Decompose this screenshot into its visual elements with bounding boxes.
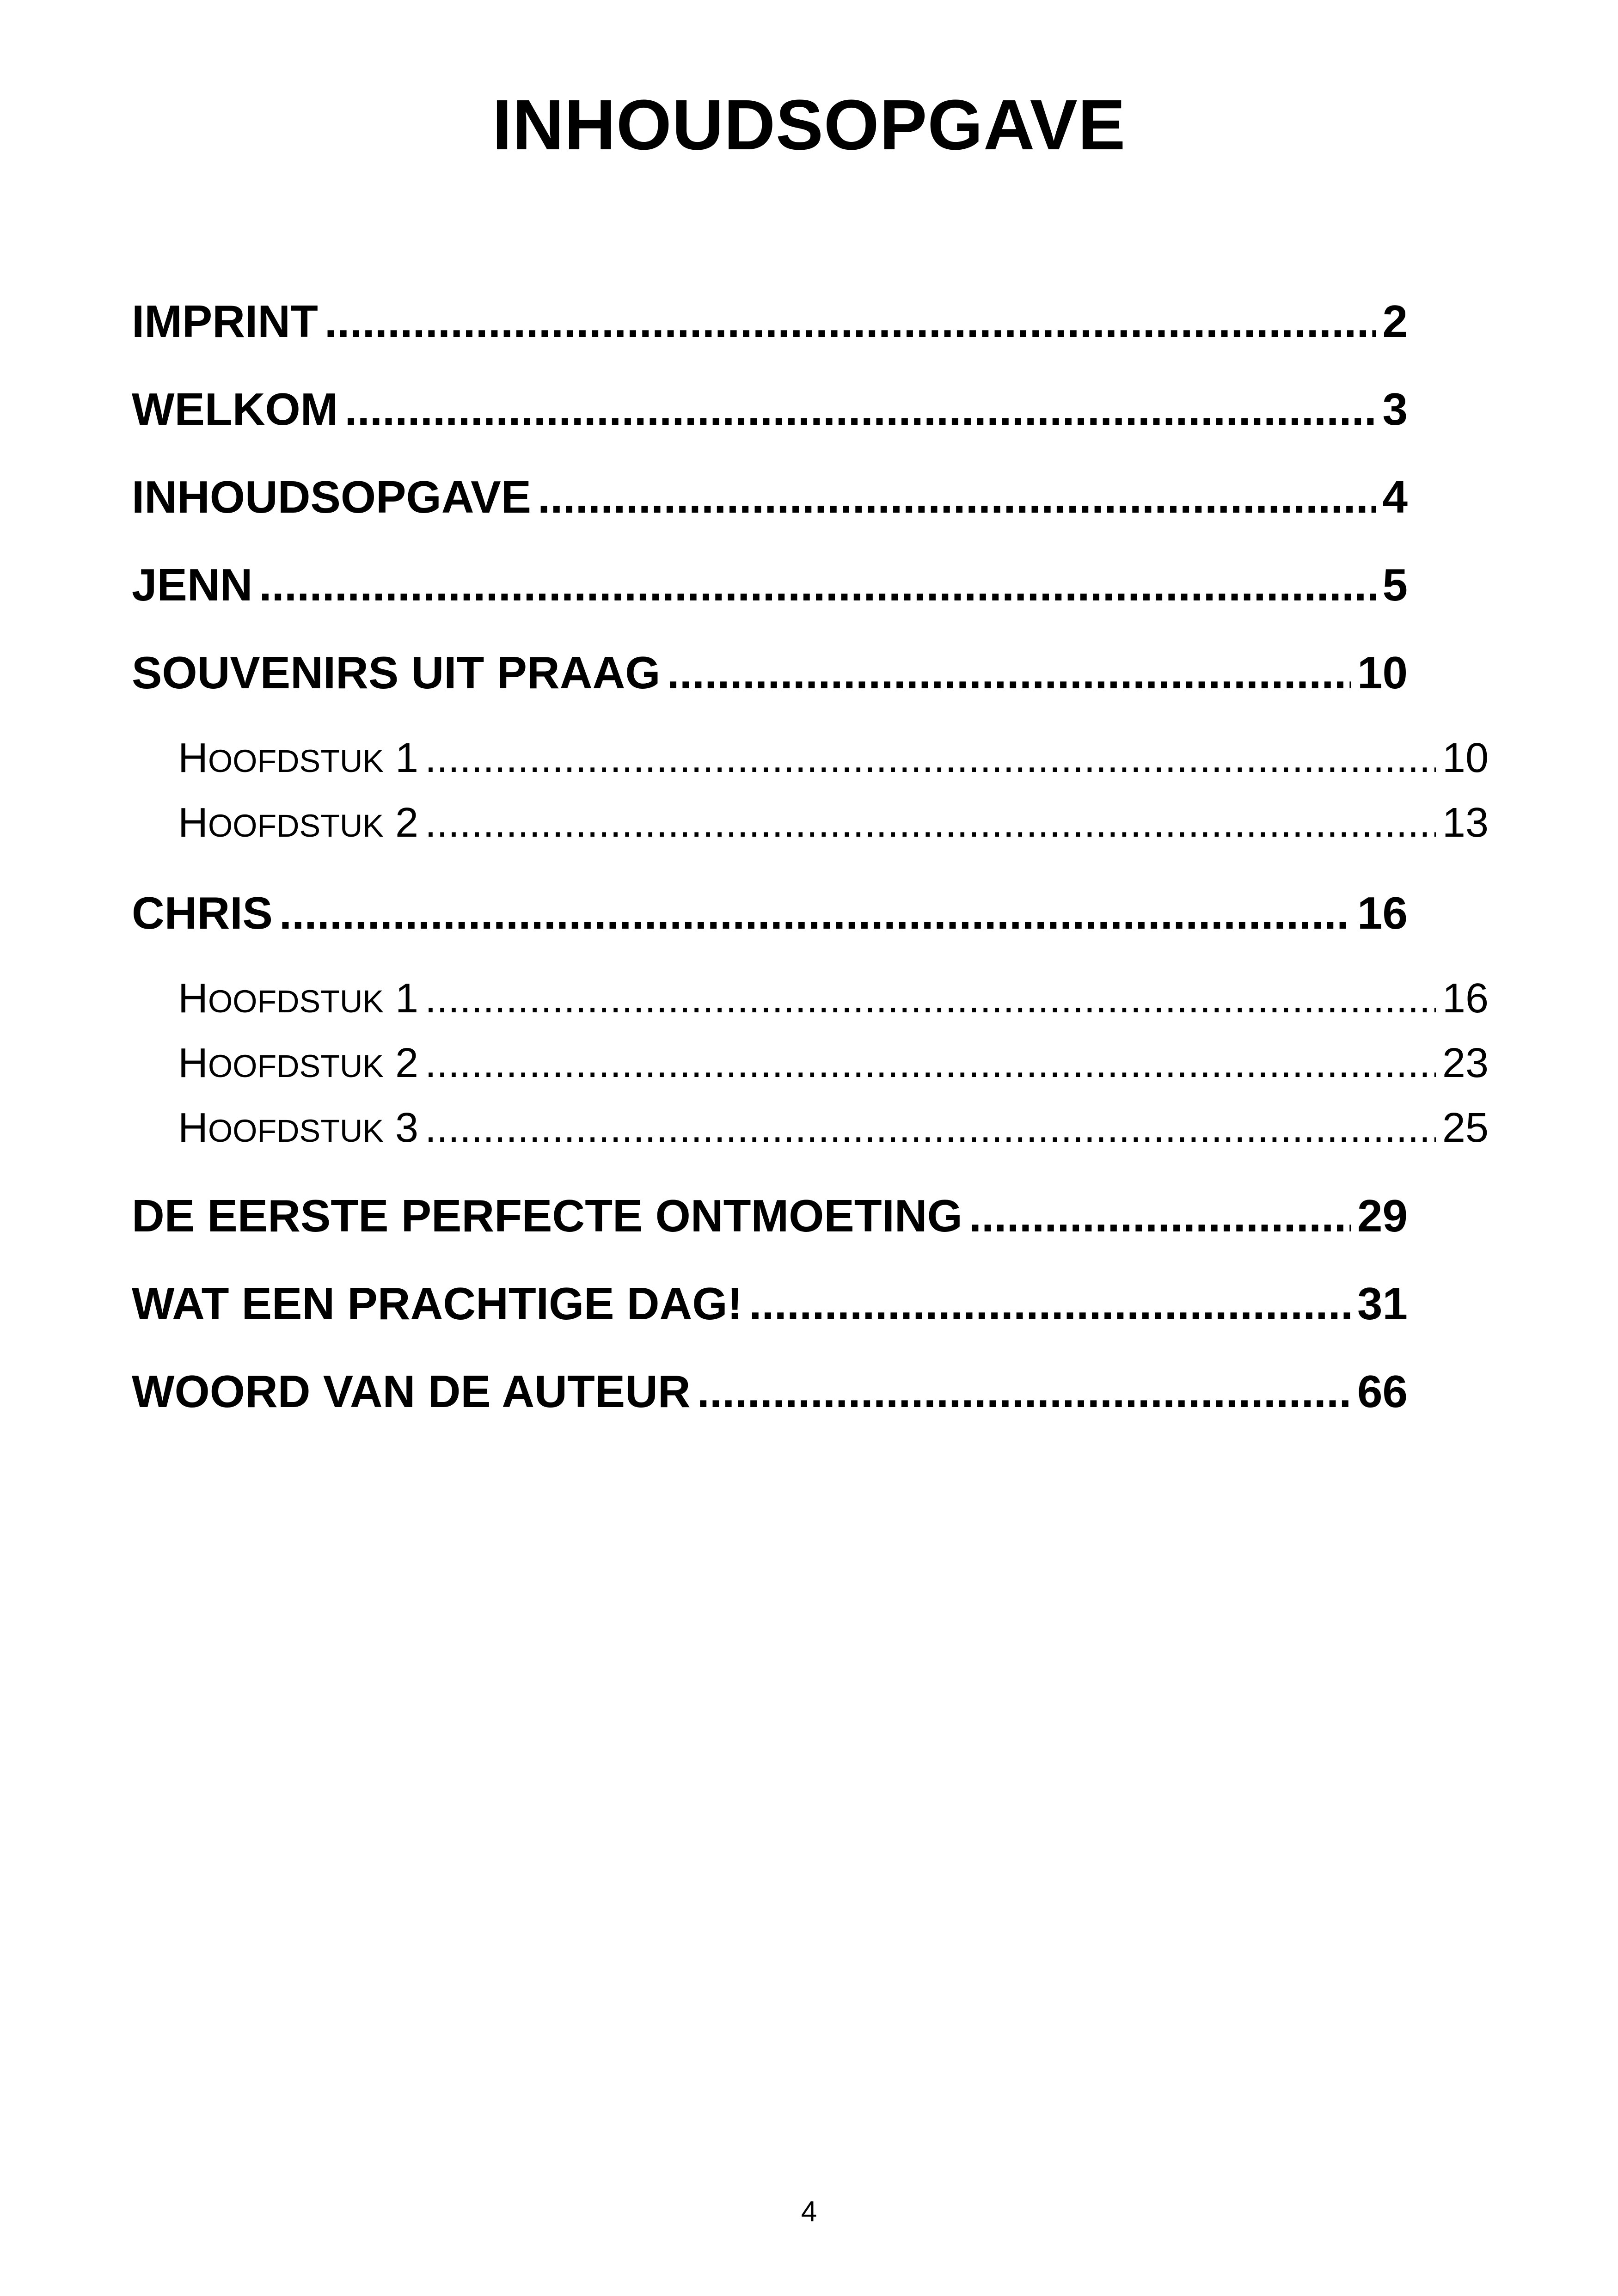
toc-entry-inhoudsopgave[interactable] — [132, 467, 1408, 527]
page-title: INHOUDSOPGAVE — [492, 85, 1126, 165]
toc-entry-page: 25 — [1442, 1105, 1489, 1151]
toc-subentry-souvenirs-hoofdstuk-2[interactable] — [178, 795, 1489, 854]
toc-entry-chris[interactable] — [132, 883, 1408, 943]
toc-entry-wat-een-prachtige-dag[interactable] — [132, 1274, 1408, 1334]
toc-entry-label: HOOFDSTUK 3 — [178, 1105, 419, 1151]
toc-entry-souvenirs-uit-praag[interactable] — [132, 643, 1408, 703]
toc-entry-page: 2 — [1382, 296, 1408, 347]
toc-entry-page: 10 — [1442, 735, 1489, 781]
toc-entry-label: SOUVENIRS UIT PRAAG — [132, 647, 661, 698]
toc-subentry-chris-hoofdstuk-2[interactable] — [178, 1035, 1489, 1094]
dot-leader — [969, 1186, 1351, 1246]
toc-entry-de-eerste-perfecte-ontmoeting[interactable] — [132, 1186, 1408, 1246]
toc-entry-label: CHRIS — [132, 888, 273, 938]
dot-leader — [749, 1274, 1351, 1334]
toc-entry-label: HOOFDSTUK 2 — [178, 800, 419, 846]
toc-entry-jenn[interactable] — [132, 555, 1408, 615]
toc-entry-page: 5 — [1382, 559, 1408, 610]
toc-entry-imprint[interactable] — [132, 291, 1408, 351]
toc-entry-welkom[interactable] — [132, 379, 1408, 439]
toc-subentry-souvenirs-hoofdstuk-1[interactable] — [178, 730, 1489, 789]
toc-entry-label: HOOFDSTUK 1 — [178, 735, 419, 781]
toc-subentry-chris-hoofdstuk-3[interactable] — [178, 1100, 1489, 1159]
toc-entry-label: DE EERSTE PERFECTE ONTMOETING — [132, 1190, 962, 1241]
toc-entry-label: IMPRINT — [132, 296, 318, 347]
toc-entry-page: 16 — [1357, 888, 1408, 938]
toc-entry-page: 66 — [1357, 1366, 1408, 1417]
toc-entry-page: 23 — [1442, 1040, 1489, 1086]
dot-leader — [538, 467, 1376, 527]
toc-entry-page: 13 — [1442, 800, 1489, 846]
toc-entry-page: 10 — [1357, 647, 1408, 698]
dot-leader — [425, 1100, 1436, 1156]
toc-entry-label: HOOFDSTUK 1 — [178, 975, 419, 1022]
dot-leader — [425, 730, 1436, 786]
toc-entry-page: 29 — [1357, 1190, 1408, 1241]
toc-entry-label: JENN — [132, 559, 253, 610]
toc-entry-page: 3 — [1382, 384, 1408, 435]
toc-entry-label: INHOUDSOPGAVE — [132, 471, 531, 522]
dot-leader — [425, 795, 1436, 851]
dot-leader — [667, 643, 1351, 703]
toc-entry-page: 31 — [1357, 1278, 1408, 1329]
dot-leader — [259, 555, 1376, 615]
toc-entry-label: WAT EEN PRACHTIGE DAG! — [132, 1278, 743, 1329]
page-number: 4 — [801, 2196, 817, 2228]
dot-leader — [425, 971, 1436, 1026]
dot-leader — [279, 883, 1351, 943]
dot-leader — [425, 1035, 1436, 1091]
dot-leader — [344, 379, 1376, 439]
toc-entry-label: WOORD VAN DE AUTEUR — [132, 1366, 691, 1417]
toc-entry-label: WELKOM — [132, 384, 338, 435]
toc-subentry-chris-hoofdstuk-1[interactable] — [178, 971, 1489, 1029]
toc-entry-woord-van-de-auteur[interactable] — [132, 1361, 1408, 1421]
toc-entry-page: 4 — [1382, 471, 1408, 522]
dot-leader — [697, 1361, 1351, 1421]
toc-entry-label: HOOFDSTUK 2 — [178, 1040, 419, 1086]
dot-leader — [325, 291, 1376, 351]
toc-entry-page: 16 — [1442, 975, 1489, 1022]
